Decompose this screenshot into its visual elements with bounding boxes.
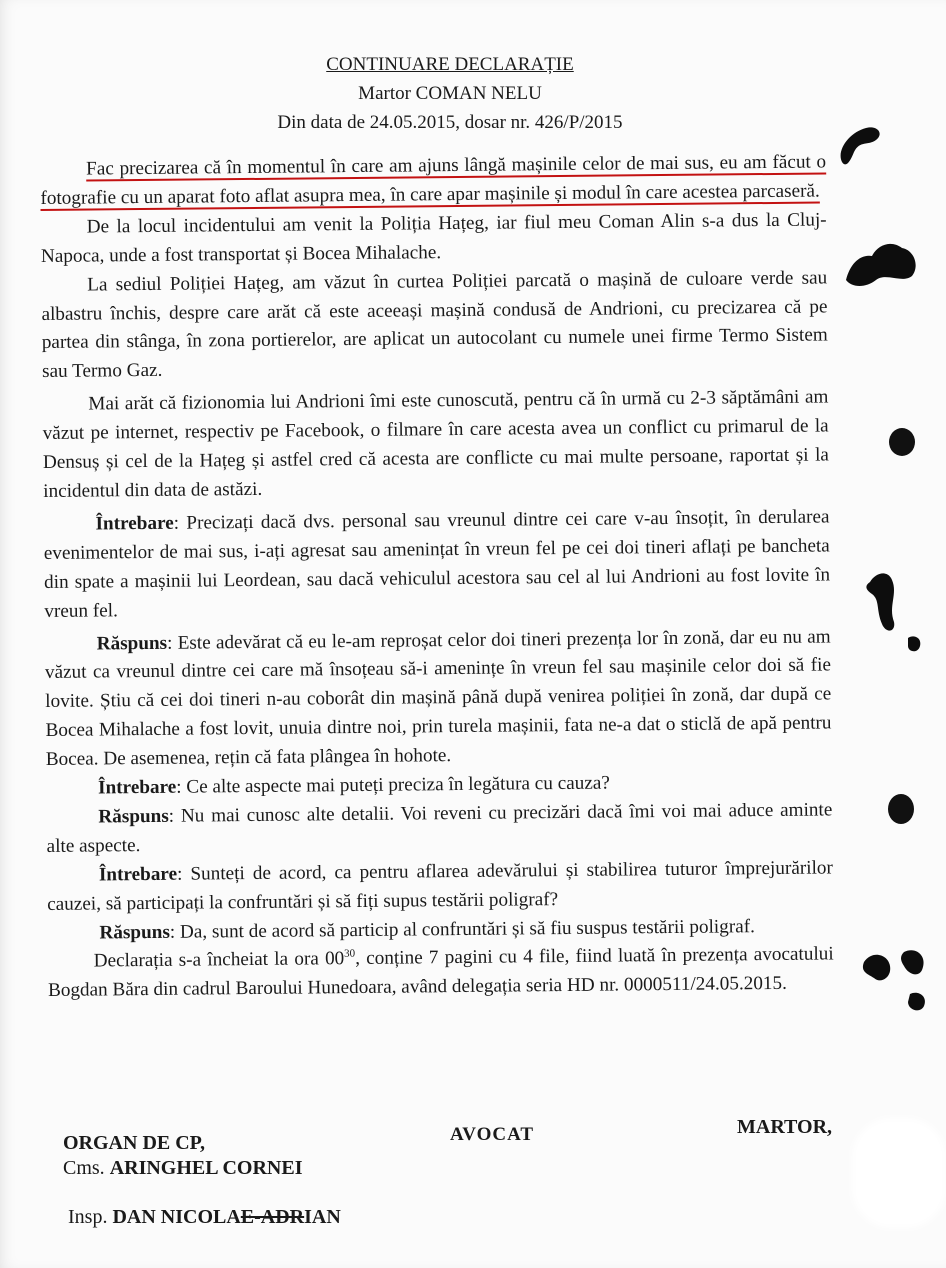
question-3: [47, 854, 834, 919]
torn-hole-mark: [842, 236, 922, 290]
organ-cp-label: ORGAN DE CP,: [63, 1132, 206, 1154]
witness-name: Martor COMAN NELU: [358, 83, 542, 104]
question-label: Întrebare: [97, 776, 177, 799]
answer-text: : Nu mai cunosc alte detalii. Voi reveni cu precizări dacă îmi voi mai aduce aminte alte aspecte.: [46, 799, 833, 857]
document-title: CONTINUARE DECLARAȚIE: [326, 54, 574, 75]
paragraph-car-description: La sediul Poliției Hațeg, am văzut în curtea Poliției parcată o mașină de culoare verde sau albastru închis, despre care arăt că este aceeași mașină condusă de Andrioni, cu precizarea că pe partea din stânga, în zona portierelor, are aplicat un autocolant cu numele unei firme Termo Sistem sau Termo Gaz.: [41, 267, 828, 383]
answer-label: Răspuns: [98, 805, 169, 828]
answer-2: [46, 796, 833, 861]
paragraph-andrioni: Mai arăt că fizionomia lui Andrioni îmi este cunoscută, pentru că în urmă cu 2-3 săptămâni am văzut pe internet, respectiv pe Facebook, o filmare în care acesta avea un conflict cu primarul de la Densuș și cel de la Hațeg și astfel cred că acesta are conflicte cu mai multe persoane, raportat și la incidentul din data de astăzi.: [42, 386, 830, 502]
cms-signature: Cms. ARINGHEL CORNEI: [63, 1157, 303, 1179]
closing-statement: Declarația s-a încheiat la ora $00^{30}$, conține 7 pagini cu 4 file, fiind luată în prezența avocatului Bogdan Băra din cadrul Baroului Hunedoara, având delegația seria HD nr. 0000511/24.05.2015.: [47, 943, 834, 1002]
answer-1: [45, 623, 832, 775]
time-superscript: 30: [344, 948, 356, 961]
question-label: Întrebare: [98, 863, 178, 886]
paragraph-police-station: De la locul incidentului am venit la Poliția Hațeg, iar fiul meu Coman Alin s-a dus la Cluj-Napoca, unde a fost transportat și Bocea Mihalache.: [40, 209, 827, 267]
date-file-line: Din data de 24.05.2015, dosar nr. 426/P/2015: [277, 112, 623, 133]
punch-hole: [888, 794, 914, 824]
martor-label: MARTOR,: [737, 1116, 833, 1138]
insp-signature: Insp. DAN NICOLAE-ADRIAN: [68, 1206, 341, 1228]
answer-label: Răspuns: [99, 921, 170, 944]
document-header: [0, 50, 900, 137]
answer-label: Răspuns: [96, 632, 168, 654]
torn-hole-mark: [832, 122, 888, 174]
punch-hole: [889, 428, 915, 456]
question-text: : Sunteți de acord, ca pentru aflarea adevărului și stabilirea tuturor împrejurărilor cauzei, să participați la confruntări și să fiți supus testării poligraf?: [47, 857, 833, 915]
question-1: [43, 503, 830, 626]
answer-text: : Este adevărat că eu le-am reproșat celor doi tineri prezența lor în zonă, dar eu nu am văzut ca vreunul dintre cei care mă însoțeau să-i amenințe în vreun fel sau mașinile celor doi să fie lovite. Știu că cei doi tineri n-au coborât din mașină până după venirea poliției în zonă, dar după ce Bocea Mihalache a fost lovit, unuia dintre noi, prin turela mașinii, fata ne-a dat o sticlă de apă pentru Bocea. De asemenea, rețin că fata plângea în hohote.: [44, 625, 832, 771]
torn-hole-mark: [858, 944, 942, 1020]
answer-text: : Da, sunt de acord să particip al confruntări și să fiu suspus testării poligraf.: [169, 915, 755, 943]
question-text: : Ce alte aspecte mai puteți preciza în legătura cu cauza?: [176, 772, 610, 798]
redacted-signature-area: [852, 1118, 946, 1228]
torn-hole-mark: [858, 566, 930, 658]
question-text: : Precizați dacă dvs. personal sau vreunul dintre cei care v-au însoțit, în derularea evenimentelor de mai sus, i-ați agresat sau amenințat în vreun fel pe cei doi tineri aflați pe bancheta din spate a mașinii lui Leordean, sau dacă vehiculul acestora sau cel al lui Andrioni au fost lovite în vreun fel.: [43, 506, 831, 622]
avocat-label: AVOCAT: [450, 1124, 535, 1145]
question-label: Întrebare: [95, 512, 174, 535]
paragraph-photo: Fac precizarea că în momentul în care am ajuns lângă mașinile celor de mai sus, eu am făcut o fotografie cu un aparat foto aflat asupra mea, în care apar mașinile și modul în care acestea parcaseră.: [40, 151, 827, 209]
declaration-body: [40, 148, 834, 1006]
